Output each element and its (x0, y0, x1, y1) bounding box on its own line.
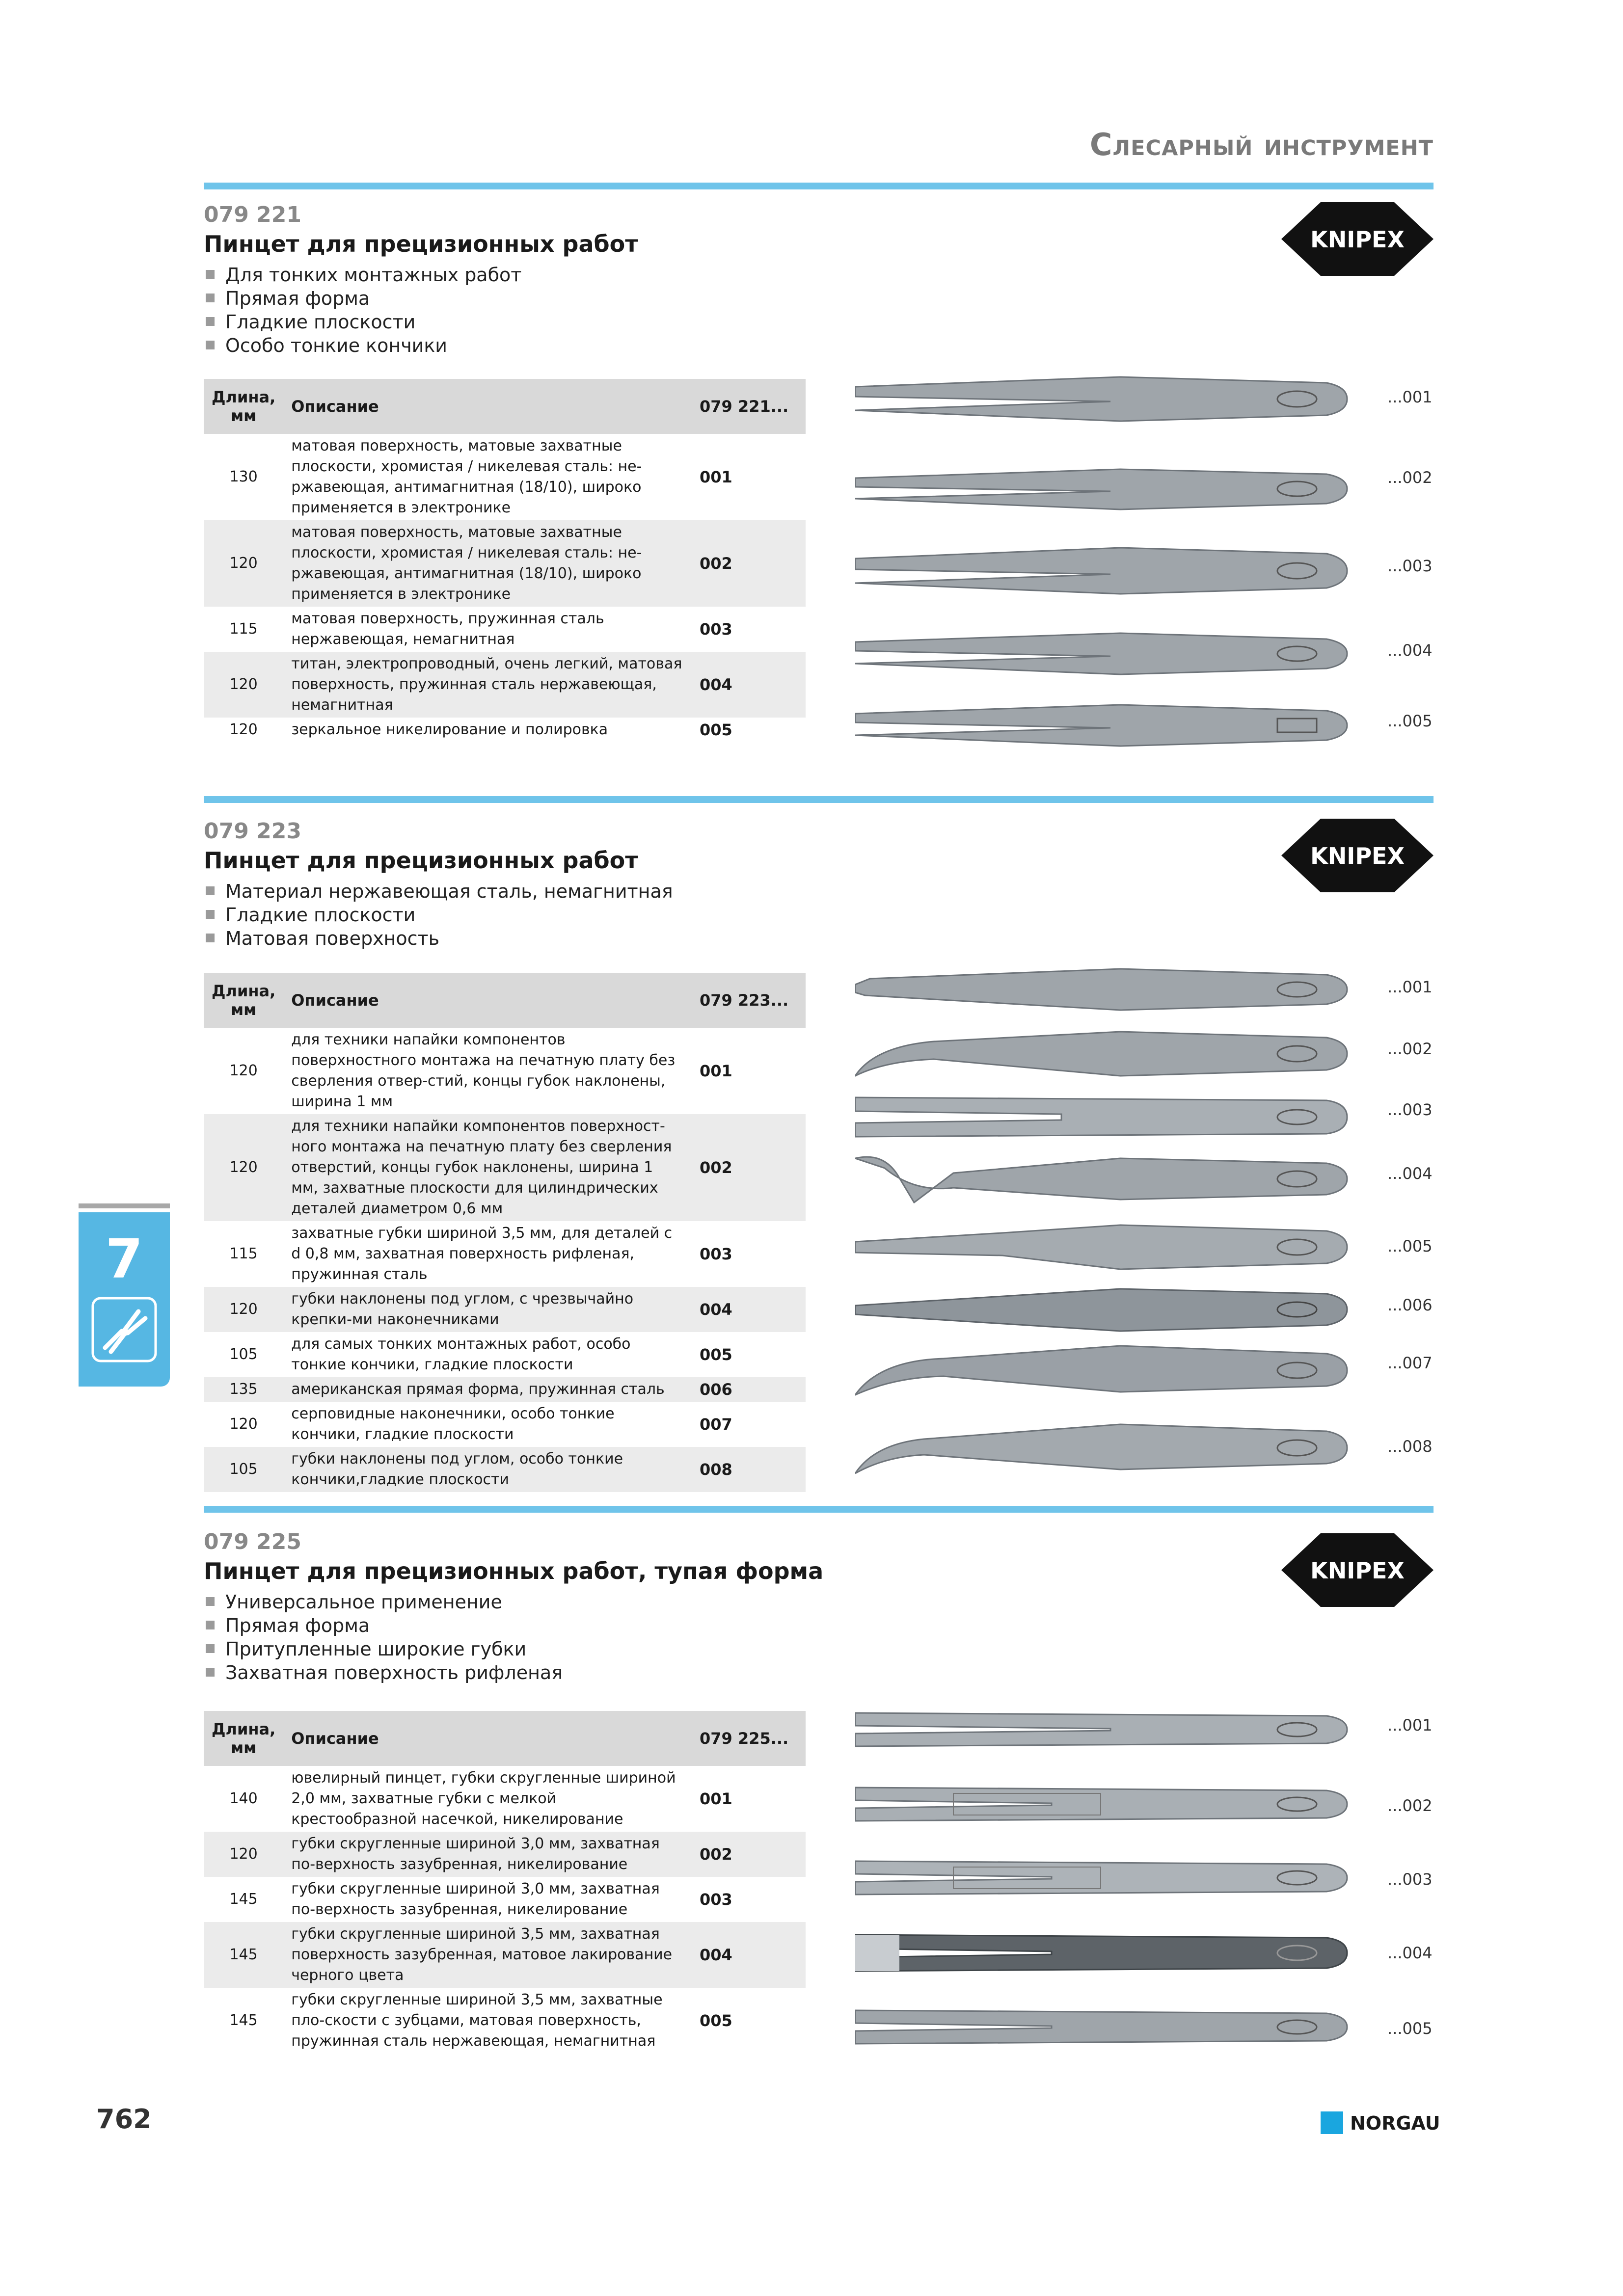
spec-table (204, 1711, 806, 2054)
page-number: 762 (96, 2104, 152, 2135)
product-image (855, 965, 1351, 1014)
header-length: Длина, мм (204, 379, 283, 434)
feature-list (204, 1590, 1434, 1684)
knipex-logo (1281, 819, 1434, 892)
product-label: ...002 (1387, 1040, 1433, 1058)
cell-code: 004 (692, 652, 806, 718)
product-label: ...004 (1387, 1944, 1433, 1962)
cell-code: 005 (700, 721, 732, 739)
table-row (204, 607, 806, 652)
cell-code: 003 (700, 1890, 732, 1909)
cell-description: захватные губки шириной 3,5 мм, для деталей с d 0,8 мм, захватная поверхность рифленая, пружинная сталь (291, 1225, 673, 1283)
product-image (855, 1286, 1351, 1335)
cell-length: 120 (229, 1062, 258, 1079)
cell-code: 003 (700, 620, 732, 639)
svg-text:KNIPEX: KNIPEX (1310, 226, 1405, 253)
product-image (855, 1148, 1351, 1207)
cell-code: 007 (700, 1415, 732, 1434)
feature-list (204, 880, 1434, 950)
header-rule (204, 183, 1434, 189)
spec-table (204, 973, 806, 1492)
product-label: ...003 (1387, 1870, 1433, 1889)
table-row (204, 1988, 806, 2054)
header-code: 079 223... (692, 973, 806, 1028)
table-row (204, 520, 806, 607)
product-label: ...003 (1387, 557, 1433, 575)
table-row (204, 1766, 806, 1832)
product-label: ...001 (1387, 388, 1433, 406)
table-header-row (204, 379, 806, 434)
cell-description: титан, электропроводный, очень легкий, матовая поверхность, пружинная сталь нержавеющая, немагнитная (283, 652, 692, 718)
cell-code: 002 (692, 1832, 806, 1877)
feature-item: Для тонких монтажных работ (204, 263, 1434, 287)
product-label: ...001 (1387, 1716, 1433, 1735)
cell-description: губки наклонены под углом, особо тонкие кончики,гладкие плоскости (283, 1447, 692, 1492)
product-image (855, 1780, 1351, 1829)
product-image (855, 1926, 1351, 1980)
cell-length: 115 (229, 620, 258, 638)
cell-code: 001 (700, 1789, 732, 1808)
feature-item: Прямая форма (204, 1614, 1434, 1637)
norgau-square (1321, 2111, 1343, 2134)
section-title: Пинцет для прецизионных работ (204, 231, 638, 257)
feature-item: Прямая форма (204, 287, 1434, 310)
cell-code: 006 (692, 1377, 806, 1402)
norgau-logo (1321, 2110, 1440, 2135)
cell-length: 130 (229, 468, 258, 485)
table-row (204, 1377, 806, 1402)
cell-code: 008 (692, 1447, 806, 1492)
chapter-tab (79, 1212, 170, 1387)
cell-description: ювелирный пинцет, губки скругленные шириной 2,0 мм, захватные губки с мелкой крестообразной насечкой, никелирование (291, 1769, 676, 1828)
cell-code: 003 (700, 1245, 732, 1263)
header-description: Описание (283, 973, 692, 1028)
cell-length: 120 (204, 520, 283, 607)
cell-description: губки скругленные шириной 3,0 мм, захватная по-верхность зазубренная, никелирование (291, 1880, 660, 1918)
section-079-223 (204, 818, 1434, 1488)
table-row (204, 1332, 806, 1377)
cell-code: 005 (700, 2011, 732, 2030)
knipex-logo (1281, 1533, 1434, 1607)
section-title: Пинцет для прецизионных работ, тупая форма (204, 1558, 824, 1584)
header-length: Длина, мм (204, 1711, 283, 1766)
knipex-logo (1281, 202, 1434, 276)
product-image (855, 1093, 1351, 1142)
section-title: Пинцет для прецизионных работ (204, 847, 638, 874)
table-row (204, 1221, 806, 1287)
table-row (204, 1402, 806, 1447)
section-rule (204, 1506, 1434, 1513)
cell-code: 004 (692, 1922, 806, 1988)
cell-description: матовая поверхность, пружинная сталь нержавеющая, немагнитная (291, 610, 604, 648)
feature-item: Универсальное применение (204, 1590, 1434, 1614)
product-label: ...005 (1387, 1237, 1433, 1255)
product-label: ...007 (1387, 1354, 1433, 1372)
product-image (855, 464, 1351, 513)
cell-code: 005 (700, 1345, 732, 1364)
cell-length: 145 (229, 2012, 258, 2029)
table-header-row (204, 973, 806, 1028)
svg-text:KNIPEX: KNIPEX (1310, 843, 1405, 869)
product-label: ...003 (1387, 1100, 1433, 1119)
table-row (204, 1832, 806, 1877)
table-row (204, 1287, 806, 1332)
product-image (855, 544, 1351, 598)
product-image (855, 629, 1351, 678)
section-code: 079 225 (204, 1529, 302, 1554)
feature-item: Захватная поверхность рифленая (204, 1661, 1434, 1684)
spec-table (204, 379, 806, 742)
product-label: ...004 (1387, 641, 1433, 660)
cell-length: 105 (229, 1346, 258, 1363)
header-description: Описание (283, 379, 692, 434)
chapter-number: 7 (105, 1228, 143, 1290)
product-label: ...001 (1387, 978, 1433, 996)
header-description: Описание (283, 1711, 692, 1766)
svg-text:KNIPEX: KNIPEX (1310, 1557, 1405, 1584)
product-image (855, 372, 1351, 426)
feature-item: Материал нержавеющая сталь, немагнитная (204, 880, 1434, 903)
cell-length: 115 (229, 1245, 258, 1262)
cell-length: 120 (229, 721, 258, 738)
cell-length: 120 (229, 1415, 258, 1433)
product-image (855, 2002, 1351, 2052)
table-header-row (204, 1711, 806, 1766)
product-label: ...005 (1387, 712, 1433, 730)
feature-item: Особо тонкие кончики (204, 334, 1434, 357)
product-label: ...005 (1387, 2019, 1433, 2038)
page-header-title: Слесарный инструмент (1089, 127, 1434, 162)
product-image (855, 1027, 1351, 1081)
cell-description: для техники напайки компонентов поверхностного монтажа на печатную плату без сверления отвер-стий, концы губок наклонены, ширина 1 мм (291, 1031, 676, 1110)
cell-length: 120 (204, 1114, 283, 1221)
cell-length: 135 (204, 1377, 283, 1402)
table-row (204, 434, 806, 520)
norgau-text: NORGAU (1350, 2112, 1440, 2134)
product-image (855, 1341, 1351, 1400)
chapter-tab-divider (79, 1203, 170, 1208)
cell-code: 001 (700, 468, 732, 486)
product-label: ...004 (1387, 1164, 1433, 1183)
cell-length: 120 (204, 1832, 283, 1877)
cell-length: 105 (204, 1447, 283, 1492)
table-row (204, 1922, 806, 1988)
cell-length: 140 (229, 1790, 258, 1807)
cell-code: 004 (692, 1287, 806, 1332)
feature-list (204, 263, 1434, 357)
cell-description: губки скругленные шириной 3,5 мм, захватные пло-скости с зубцами, матовая поверхность, пружинная сталь нержавеющая, немагнитная (291, 1991, 663, 2050)
cell-length: 145 (229, 1891, 258, 1908)
cell-length: 145 (204, 1922, 283, 1988)
product-label: ...002 (1387, 1796, 1433, 1815)
feature-item: Притупленные широкие губки (204, 1637, 1434, 1661)
section-079-225 (204, 1528, 1434, 2050)
product-label: ...008 (1387, 1437, 1433, 1456)
cell-description: губки скругленные шириной 3,5 мм, захватная поверхность зазубренная, матовое лакирование черного цвета (283, 1922, 692, 1988)
cell-length: 120 (204, 652, 283, 718)
section-079-221 (204, 201, 1434, 739)
product-image (855, 701, 1351, 750)
section-code: 079 223 (204, 819, 302, 844)
product-image (855, 1220, 1351, 1274)
cell-length: 120 (204, 1287, 283, 1332)
cell-description: матовая поверхность, матовые захватные плоскости, хромистая / никелевая сталь: не-ржавеющая, антимагнитная (18/10), широко применяется в электронике (283, 520, 692, 607)
product-label: ...006 (1387, 1296, 1433, 1314)
cell-description: для самых тонких монтажных работ, особо тонкие кончики, гладкие плоскости (291, 1335, 631, 1373)
product-image (855, 1419, 1351, 1478)
table-row (204, 1877, 806, 1922)
cell-description: зеркальное никелирование и полировка (291, 721, 608, 738)
section-code: 079 221 (204, 202, 302, 227)
cell-description: губки скругленные шириной 3,0 мм, захватная по-верхность зазубренная, никелирование (283, 1832, 692, 1877)
table-row (204, 652, 806, 718)
cell-code: 002 (692, 1114, 806, 1221)
product-image (855, 1853, 1351, 1902)
feature-item: Гладкие плоскости (204, 310, 1434, 334)
cell-code: 002 (692, 520, 806, 607)
product-label: ...002 (1387, 468, 1433, 487)
cell-description: для техники напайки компонентов поверхност-ного монтажа на печатную плату без сверления отверстий, концы губок наклонены, ширина 1 мм, захватные плоскости для цилиндрических деталей диаметром 0,6 мм (283, 1114, 692, 1221)
cell-description: американская прямая форма, пружинная сталь (283, 1377, 692, 1402)
feature-item: Матовая поверхность (204, 927, 1434, 950)
table-row (204, 1447, 806, 1492)
cell-description: матовая поверхность, матовые захватные плоскости, хромистая / никелевая сталь: не-ржавеющая, антимагнитная (18/10), широко применяется в электронике (291, 437, 642, 516)
table-row (204, 718, 806, 742)
cell-description: серповидные наконечники, особо тонкие кончики, гладкие плоскости (291, 1405, 615, 1443)
header-length: Длина, мм (204, 973, 283, 1028)
product-image (855, 1705, 1351, 1754)
feature-item: Гладкие плоскости (204, 903, 1434, 927)
header-code: 079 221... (692, 379, 806, 434)
section-rule (204, 796, 1434, 803)
cell-description: губки наклонены под углом, с чрезвычайно крепки-ми наконечниками (283, 1287, 692, 1332)
cell-code: 001 (700, 1062, 732, 1080)
table-row (204, 1028, 806, 1114)
pliers-icon (91, 1297, 157, 1362)
table-row (204, 1114, 806, 1221)
header-code: 079 225... (692, 1711, 806, 1766)
